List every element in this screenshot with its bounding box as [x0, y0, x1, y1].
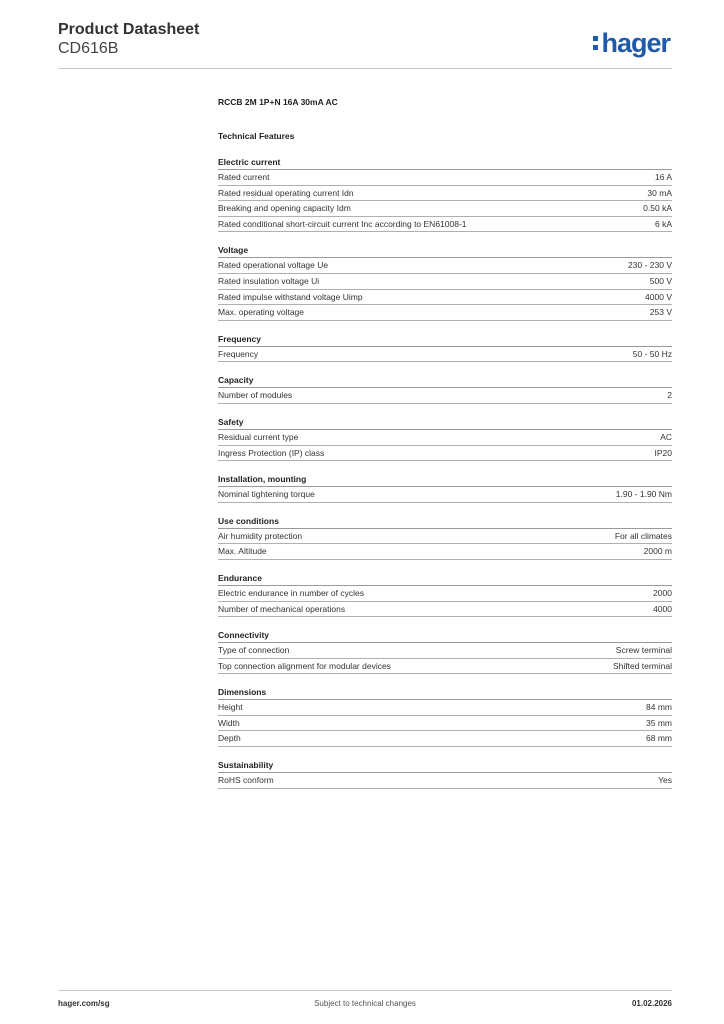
footer-notice: Subject to technical changes — [314, 999, 416, 1008]
feature-section — [218, 156, 672, 232]
spec-label: Rated impulse withstand voltage Uimp — [218, 291, 363, 302]
feature-section — [218, 416, 672, 461]
spec-label: Air humidity protection — [218, 530, 303, 541]
spec-row — [218, 217, 672, 233]
spec-value: 500 V — [649, 275, 672, 286]
spec-value: Yes — [658, 775, 672, 786]
spec-label: Electric endurance in number of cycles — [218, 587, 364, 598]
spec-row — [218, 274, 672, 290]
spec-value: 0.50 kA — [643, 203, 672, 214]
spec-row — [218, 186, 672, 202]
page-header — [58, 20, 672, 70]
section-title: Use conditions — [218, 515, 672, 529]
feature-section — [218, 244, 672, 320]
section-title: Endurance — [218, 572, 672, 586]
header-divider — [58, 68, 672, 69]
section-title: Safety — [218, 416, 672, 430]
feature-section — [218, 572, 672, 617]
spec-label: Rated insulation voltage Ui — [218, 275, 320, 286]
spec-row — [218, 258, 672, 274]
feature-section — [218, 686, 672, 747]
spec-label: Max. operating voltage — [218, 307, 304, 318]
footer-website: hager.com/sg — [58, 999, 110, 1008]
feature-section — [218, 473, 672, 503]
spec-value: 4000 — [653, 603, 672, 614]
feature-section — [218, 333, 672, 363]
spec-label: Max. Altitude — [218, 546, 267, 557]
spec-label: Number of mechanical operations — [218, 603, 346, 614]
feature-section — [218, 629, 672, 674]
spec-label: Rated conditional short-circuit current Inc according to EN61008-1 — [218, 218, 467, 229]
spec-value: 84 mm — [646, 702, 672, 713]
spec-row — [218, 446, 672, 462]
spec-label: Breaking and opening capacity Idm — [218, 203, 351, 214]
section-title: Connectivity — [218, 629, 672, 643]
spec-row — [218, 586, 672, 602]
spec-value: Screw terminal — [615, 645, 672, 656]
spec-value: 50 - 50 Hz — [632, 348, 672, 359]
logo-text: hager — [601, 28, 670, 58]
spec-label: Rated current — [218, 172, 270, 182]
spec-label: Number of modules — [218, 390, 293, 401]
feature-section — [218, 515, 672, 560]
section-title: Electric current — [218, 156, 672, 170]
section-title: Sustainability — [218, 759, 672, 773]
spec-value: 2 — [667, 390, 672, 401]
spec-label: Ingress Protection (IP) class — [218, 447, 325, 458]
spec-row — [218, 430, 672, 446]
section-title: Voltage — [218, 244, 672, 258]
spec-row — [218, 347, 672, 363]
spec-value: 16 A — [654, 172, 672, 182]
datasheet-content — [218, 96, 672, 801]
spec-row — [218, 201, 672, 217]
section-title: Installation, mounting — [218, 473, 672, 487]
spec-label: Rated residual operating current Idn — [218, 187, 354, 198]
spec-row — [218, 716, 672, 732]
product-code: CD616B — [58, 40, 119, 57]
spec-row — [218, 602, 672, 618]
spec-value: 253 V — [649, 307, 672, 318]
spec-row — [218, 700, 672, 716]
spec-value: 2000 m — [643, 546, 672, 557]
footer-divider — [58, 990, 672, 991]
product-name: RCCB 2M 1P+N 16A 30mA AC — [218, 97, 338, 107]
spec-value: 1.90 - 1.90 Nm — [615, 489, 672, 500]
spec-label: Frequency — [218, 348, 259, 359]
spec-value: 6 kA — [654, 218, 672, 229]
spec-value: 2000 — [653, 587, 672, 598]
spec-row — [218, 659, 672, 675]
spec-label: Nominal tightening torque — [218, 489, 315, 500]
page-title: Product Datasheet — [58, 21, 200, 38]
spec-label: Depth — [218, 733, 241, 744]
spec-label: Type of connection — [218, 645, 290, 656]
logo-mark-icon — [593, 36, 598, 50]
feature-section — [218, 374, 672, 404]
spec-value: 230 - 230 V — [628, 260, 672, 271]
spec-label: Residual current type — [218, 431, 299, 442]
spec-value: IP20 — [654, 447, 672, 458]
spec-value: 68 mm — [646, 733, 672, 744]
spec-label: RoHS conform — [218, 775, 274, 786]
spec-label: Width — [218, 717, 240, 728]
spec-label: Rated operational voltage Ue — [218, 260, 329, 271]
spec-row — [218, 388, 672, 404]
spec-row — [218, 544, 672, 560]
section-title: Dimensions — [218, 686, 672, 700]
feature-sections — [218, 156, 672, 789]
spec-value: AC — [660, 431, 672, 442]
spec-row — [218, 773, 672, 789]
spec-value: 30 mA — [647, 187, 672, 198]
spec-value: 4000 V — [645, 291, 672, 302]
spec-row — [218, 487, 672, 503]
spec-row — [218, 305, 672, 321]
feature-section — [218, 759, 672, 789]
spec-row — [218, 643, 672, 659]
spec-label: Top connection alignment for modular devices — [218, 660, 391, 671]
spec-label: Height — [218, 702, 243, 713]
spec-value: For all climates — [614, 530, 672, 541]
footer-date: 01.02.2026 — [631, 999, 672, 1008]
spec-value: 35 mm — [646, 717, 672, 728]
section-title: Capacity — [218, 374, 672, 388]
spec-row — [218, 170, 672, 186]
spec-row — [218, 731, 672, 747]
spec-value: Shifted terminal — [612, 660, 672, 671]
hager-logo — [593, 29, 670, 57]
spec-row — [218, 529, 672, 545]
technical-features-title: Technical Features — [218, 131, 295, 141]
spec-row — [218, 290, 672, 306]
section-title: Frequency — [218, 333, 672, 347]
